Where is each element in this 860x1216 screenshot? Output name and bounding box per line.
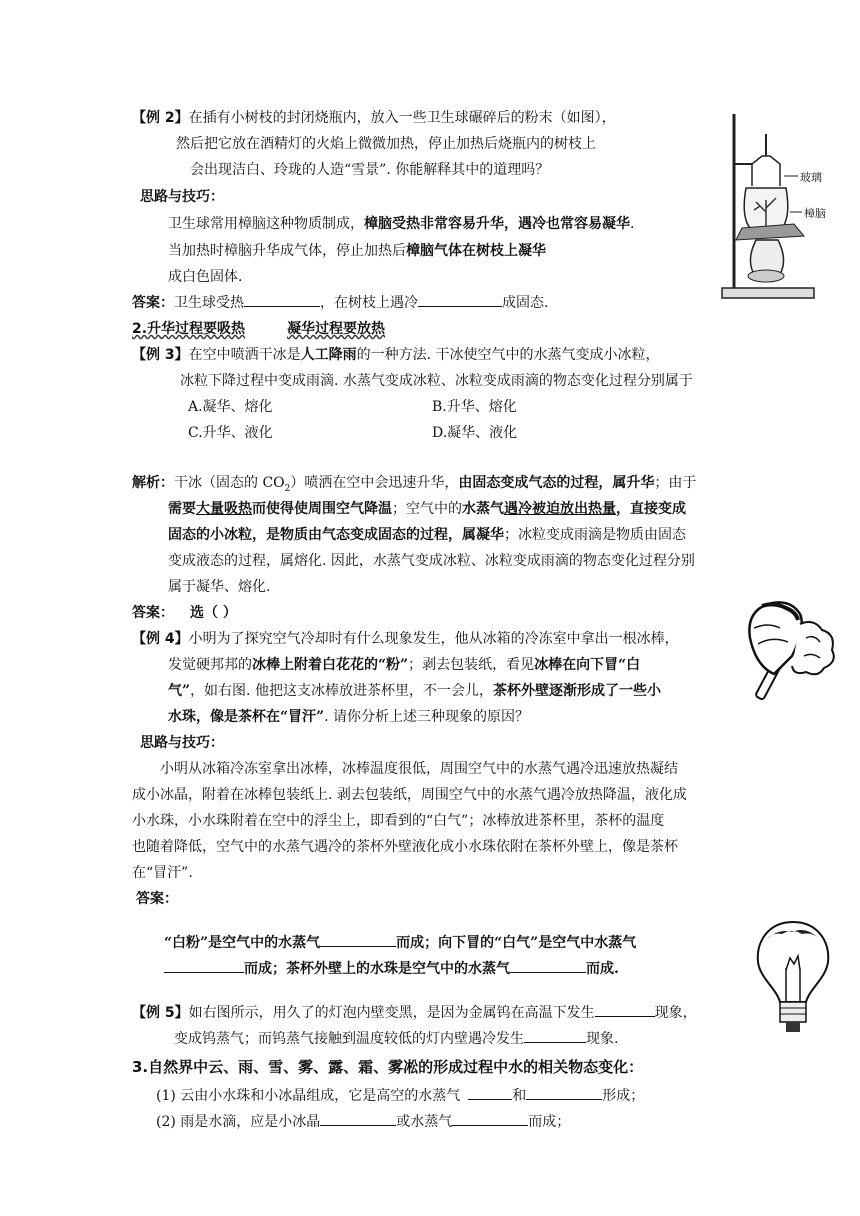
analysis-label: 解析：	[132, 475, 174, 491]
section-3-item-2: (2) 雨是水滴，应是小冰晶 或水蒸气 而成；	[156, 1111, 570, 1133]
answer-blank[interactable]	[468, 1085, 512, 1100]
example-4-answer-line-1: “白粉”是空气中的水蒸气 而成；向下冒的“白气”是空气中水蒸气	[164, 932, 636, 954]
example-2-hint-label: 思路与技巧：	[140, 189, 224, 205]
section-3-item-1: (1) 云由小水珠和小冰晶组成，它是高空的水蒸气 和 形成；	[156, 1085, 644, 1107]
answer-label: 答案：	[132, 295, 174, 311]
example-3-analysis-line-3: 固态的小冰粒，是物质由气态变成固态的过程，属凝华；冰粒变成雨滴是物质由固态	[168, 527, 686, 543]
example-5-label: 【例 5】	[132, 1005, 189, 1021]
example-3-analysis-line-1: 解析：干冰（固态的 $CO_2$）喷洒在空中会迅速升华，由固态变成气态的过程，属升华；由于	[132, 475, 697, 494]
example-2-label: 【例 2】	[132, 110, 189, 126]
answer-blank[interactable]	[320, 1111, 396, 1126]
example-2-line-1: 【例 2】在插有小树枝的封闭烧瓶内，放入一些卫生球碾碎后的粉末（如图），	[132, 110, 616, 126]
example-2-line-2: 然后把它放在酒精灯的火焰上微微加热，停止加热后烧瓶内的树枝上	[176, 136, 596, 152]
figure-label-camphor: 樟脑	[804, 207, 826, 220]
flask-apparatus-figure	[708, 104, 838, 304]
example-4-line-4: 水珠，像是茶杯在“冒汗”. 请你分析上述三种现象的原因？	[168, 709, 530, 725]
figure-label-glass: 玻璃	[800, 171, 822, 184]
example-2-answer: 答案：卫生球受热 ，在树枝上遇冷 成固态.	[132, 292, 548, 314]
answer-blank[interactable]	[510, 958, 586, 973]
answer-blank[interactable]	[320, 932, 396, 947]
example-4-label: 【例 4】	[132, 631, 189, 647]
answer-blank[interactable]	[526, 1085, 602, 1100]
example-2-line-3: 会出现洁白、玲珑的人造“雪景”. 你能解释其中的道理吗？	[190, 162, 550, 178]
answer-blank[interactable]	[595, 1002, 655, 1017]
example-2-hint-line-2: 当加热时樟脑升华成气体，停止加热后樟脑气体在树枝上凝华	[168, 243, 546, 259]
example-3-line-2: 冰粒下降过程中变成雨滴. 水蒸气变成冰粒、冰粒变成雨滴的物态变化过程分别属于	[180, 373, 693, 389]
answer-blank[interactable]	[244, 292, 320, 307]
example-3-answer: 答案： 选（ ）	[132, 605, 237, 621]
example-4-line-1: 【例 4】小明为了探究空气冷却时有什么现象发生，他从冰箱的冷冻室中拿出一根冰棒，	[132, 631, 679, 647]
example-3-analysis-line-4: 变成液态的过程，属熔化. 因此，水蒸气变成冰粒、冰粒变成雨滴的物态变化过程分别	[168, 553, 695, 569]
answer-blank[interactable]	[418, 292, 502, 307]
example-2-hint-line-3: 成白色固体.	[168, 269, 243, 285]
example-4-hint-label: 思路与技巧：	[140, 735, 224, 751]
example-3-line-1: 【例 3】在空中喷洒干冰是人工降雨的一种方法. 干冰使空气中的水蒸气变成小冰粒，	[132, 347, 660, 363]
example-4-hint-p4: 也随着降低，空气中的水蒸气遇冷的茶杯外壁液化成小水珠依附在茶杯外壁上，像是茶杯	[132, 839, 678, 855]
example-4-line-3: 气”，如右图. 他把这支冰棒放进茶杯里，不一会儿，茶杯外壁逐渐形成了一些小	[168, 683, 661, 699]
example-5-line-1: 【例 5】如右图所示，用久了的灯泡内壁变黑，是因为金属钨在高温下发生 现象，	[132, 1002, 697, 1024]
section-2-heading: 2.升华过程要吸热 凝华过程要放热	[132, 321, 386, 337]
option-a[interactable]: A.凝华、熔化	[188, 399, 273, 415]
option-c[interactable]: C.升华、液化	[188, 425, 273, 441]
answer-blank[interactable]	[524, 1028, 586, 1043]
example-2-hint-line-1: 卫生球常用樟脑这种物质制成，樟脑受热非常容易升华，遇冷也常容易凝华.	[168, 216, 635, 232]
example-4-answer-label: 答案：	[136, 891, 178, 907]
popsicle-figure	[744, 598, 840, 708]
example-3-analysis-line-2: 需要大量吸热而使得使周围空气降温；空气中的水蒸气遇冷被迫放出热量，直接变成	[168, 501, 686, 517]
section-3-heading: 3.自然界中云、雨、雪、雾、露、霜、雾凇的形成过程中水的相关物态变化：	[132, 1058, 644, 1076]
example-4-line-2: 发觉硬邦邦的冰棒上附着白花花的“粉”；剥去包装纸，看见冰棒在向下冒“白	[168, 657, 641, 673]
example-5-line-2: 变成钨蒸气；而钨蒸气接触到温度较低的灯内壁遇冷发生 现象.	[174, 1028, 618, 1050]
example-4-hint-p5: 在“冒汗”.	[132, 865, 193, 881]
example-4-hint-p3: 小水珠，小水珠附着在空中的浮尘上，即看到的“白气”；冰棒放进茶杯里，茶杯的温度	[132, 813, 665, 829]
example-3-label: 【例 3】	[132, 347, 189, 363]
example-4-hint-p1: 小明从冰箱冷冻室拿出冰棒，冰棒温度很低，周围空气中的水蒸气遇冷迅速放热凝结	[160, 761, 678, 777]
answer-blank[interactable]	[164, 958, 244, 973]
light-bulb-figure	[752, 918, 834, 1036]
option-d[interactable]: D.凝华、液化	[432, 425, 518, 441]
answer-blank[interactable]	[452, 1111, 528, 1126]
answer-label: 答案：	[132, 605, 174, 621]
example-4-hint-p2: 成小冰晶，附着在冰棒包装纸上. 剥去包装纸，周围空气中的水蒸气遇冷放热降温，液化成	[132, 787, 687, 803]
example-4-answer-line-2: 而成；茶杯外壁上的水珠是空气中的水蒸气 而成.	[164, 958, 619, 980]
example-3-analysis-line-5: 属于凝华、熔化.	[168, 579, 271, 595]
option-b[interactable]: B.升华、熔化	[432, 399, 517, 415]
